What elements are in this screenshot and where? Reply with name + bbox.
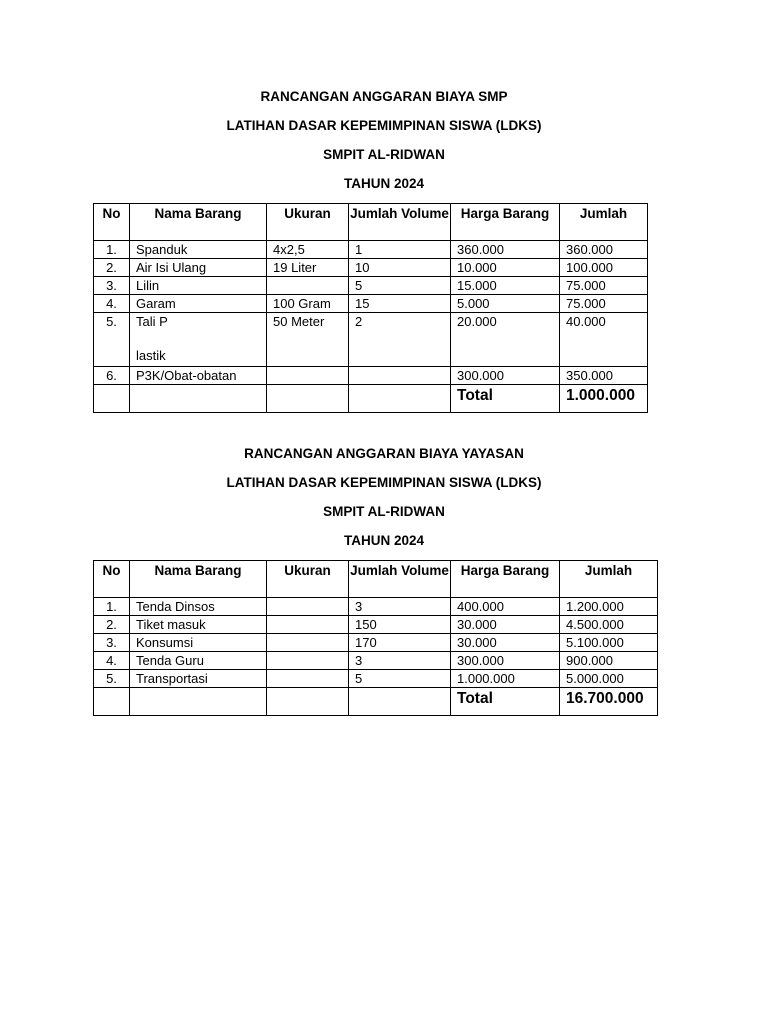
- table-row: [94, 616, 658, 634]
- cell-ukuran: [267, 634, 349, 652]
- cell-volume: 15: [349, 295, 451, 313]
- cell-empty: [94, 688, 130, 716]
- section1-subtitle: LATIHAN DASAR KEPEMIMPINAN SISWA (LDKS): [226, 118, 542, 133]
- total-value: 1.000.000: [560, 385, 648, 413]
- table-header-row: [94, 204, 648, 241]
- section2-year: TAHUN 2024: [343, 533, 425, 548]
- cell-no: 3.: [94, 634, 130, 652]
- cell-ukuran: [267, 598, 349, 616]
- cell-no: 1.: [94, 598, 130, 616]
- cell-harga: 30.000: [451, 616, 560, 634]
- section2-title: RANCANGAN ANGGARAN BIAYA YAYASAN: [244, 446, 524, 461]
- total-row: [94, 688, 658, 716]
- cell-harga: 400.000: [451, 598, 560, 616]
- cell-jumlah: 1.200.000: [560, 598, 658, 616]
- cell-nama-barang: P3K/Obat-obatan: [130, 367, 267, 385]
- cell-nama-barang: Garam: [130, 295, 267, 313]
- cell-no: 6.: [94, 367, 130, 385]
- cell-no: 2.: [94, 259, 130, 277]
- cell-no: 3.: [94, 277, 130, 295]
- cell-harga: 1.000.000: [451, 670, 560, 688]
- cell-nama-barang-part1: Tali P: [136, 314, 168, 329]
- cell-nama-barang: Tiket masuk: [130, 616, 267, 634]
- col-header-nama-barang: Nama Barang: [130, 561, 267, 598]
- cell-jumlah: 350.000: [560, 367, 648, 385]
- cell-empty: [267, 688, 349, 716]
- table-row: [94, 367, 648, 385]
- cell-nama-barang: Spanduk: [130, 241, 267, 259]
- cell-ukuran: [267, 277, 349, 295]
- cell-harga: 300.000: [451, 367, 560, 385]
- cell-nama-barang: Transportasi: [130, 670, 267, 688]
- section1-school: SMPIT AL-RIDWAN: [323, 147, 445, 162]
- cell-nama-barang-part2: lastik: [136, 348, 166, 363]
- cell-harga: 30.000: [451, 634, 560, 652]
- cell-harga: 20.000: [451, 313, 560, 367]
- cell-volume: 3: [349, 652, 451, 670]
- section2-school: SMPIT AL-RIDWAN: [323, 504, 445, 519]
- cell-no: 5.: [94, 313, 130, 367]
- col-header-harga-barang: Harga Barang: [451, 561, 560, 598]
- cell-empty: [349, 688, 451, 716]
- cell-empty: [349, 385, 451, 413]
- total-value: 16.700.000: [560, 688, 658, 716]
- cell-no: 5.: [94, 670, 130, 688]
- cell-empty: [94, 385, 130, 413]
- cell-ukuran: [267, 652, 349, 670]
- budget-table-smp: [93, 203, 648, 413]
- col-header-jumlah: Jumlah: [560, 561, 658, 598]
- col-header-jumlah-volume: Jumlah Volume: [349, 561, 451, 598]
- cell-harga: 5.000: [451, 295, 560, 313]
- section1-title: RANCANGAN ANGGARAN BIAYA SMP: [260, 89, 508, 104]
- table-row: [94, 670, 658, 688]
- cell-jumlah: 900.000: [560, 652, 658, 670]
- cell-harga: 10.000: [451, 259, 560, 277]
- total-label: Total: [451, 688, 560, 716]
- cell-volume: 10: [349, 259, 451, 277]
- total-row: [94, 385, 648, 413]
- cell-nama-barang: Tenda Guru: [130, 652, 267, 670]
- table-row: [94, 313, 648, 367]
- cell-volume: 1: [349, 241, 451, 259]
- cell-ukuran: [267, 367, 349, 385]
- col-header-no: No: [94, 561, 130, 598]
- cell-harga: 300.000: [451, 652, 560, 670]
- cell-ukuran: [267, 616, 349, 634]
- table-row: [94, 598, 658, 616]
- cell-jumlah: 75.000: [560, 295, 648, 313]
- cell-volume: 5: [349, 277, 451, 295]
- col-header-ukuran: Ukuran: [267, 561, 349, 598]
- col-header-jumlah: Jumlah: [560, 204, 648, 241]
- cell-jumlah: 4.500.000: [560, 616, 658, 634]
- cell-no: 2.: [94, 616, 130, 634]
- cell-nama-barang: Air Isi Ulang: [130, 259, 267, 277]
- cell-volume: 3: [349, 598, 451, 616]
- cell-volume: [349, 367, 451, 385]
- cell-no: 1.: [94, 241, 130, 259]
- cell-jumlah: 360.000: [560, 241, 648, 259]
- cell-harga: 360.000: [451, 241, 560, 259]
- cell-volume: 170: [349, 634, 451, 652]
- col-header-no: No: [94, 204, 130, 241]
- table-header-row: [94, 561, 658, 598]
- cell-empty: [267, 385, 349, 413]
- table-row: [94, 295, 648, 313]
- cell-ukuran: [267, 670, 349, 688]
- cell-empty: [130, 688, 267, 716]
- table-row: [94, 652, 658, 670]
- cell-nama-barang: Tenda Dinsos: [130, 598, 267, 616]
- table-row: [94, 241, 648, 259]
- cell-no: 4.: [94, 295, 130, 313]
- cell-no: 4.: [94, 652, 130, 670]
- cell-ukuran: 100 Gram: [267, 295, 349, 313]
- cell-ukuran: 19 Liter: [267, 259, 349, 277]
- table-row: [94, 259, 648, 277]
- col-header-ukuran: Ukuran: [267, 204, 349, 241]
- cell-volume: 5: [349, 670, 451, 688]
- cell-ukuran: 4x2,5: [267, 241, 349, 259]
- cell-harga: 15.000: [451, 277, 560, 295]
- cell-jumlah: 100.000: [560, 259, 648, 277]
- cell-jumlah: 5.000.000: [560, 670, 658, 688]
- cell-jumlah: 5.100.000: [560, 634, 658, 652]
- cell-nama-barang: [130, 313, 267, 367]
- col-header-nama-barang: Nama Barang: [130, 204, 267, 241]
- budget-table-yayasan: [93, 560, 658, 716]
- cell-nama-barang: Lilin: [130, 277, 267, 295]
- section1-year: TAHUN 2024: [343, 176, 425, 191]
- section2-subtitle: LATIHAN DASAR KEPEMIMPINAN SISWA (LDKS): [226, 475, 542, 490]
- table-row: [94, 634, 658, 652]
- cell-gap: [136, 330, 266, 348]
- col-header-harga-barang: Harga Barang: [451, 204, 560, 241]
- col-header-jumlah-volume: Jumlah Volume: [349, 204, 451, 241]
- cell-volume: 2: [349, 313, 451, 367]
- cell-volume: 150: [349, 616, 451, 634]
- cell-jumlah: 75.000: [560, 277, 648, 295]
- cell-ukuran: 50 Meter: [267, 313, 349, 367]
- total-label: Total: [451, 385, 560, 413]
- cell-jumlah: 40.000: [560, 313, 648, 367]
- cell-empty: [130, 385, 267, 413]
- cell-nama-barang: Konsumsi: [130, 634, 267, 652]
- table-row: [94, 277, 648, 295]
